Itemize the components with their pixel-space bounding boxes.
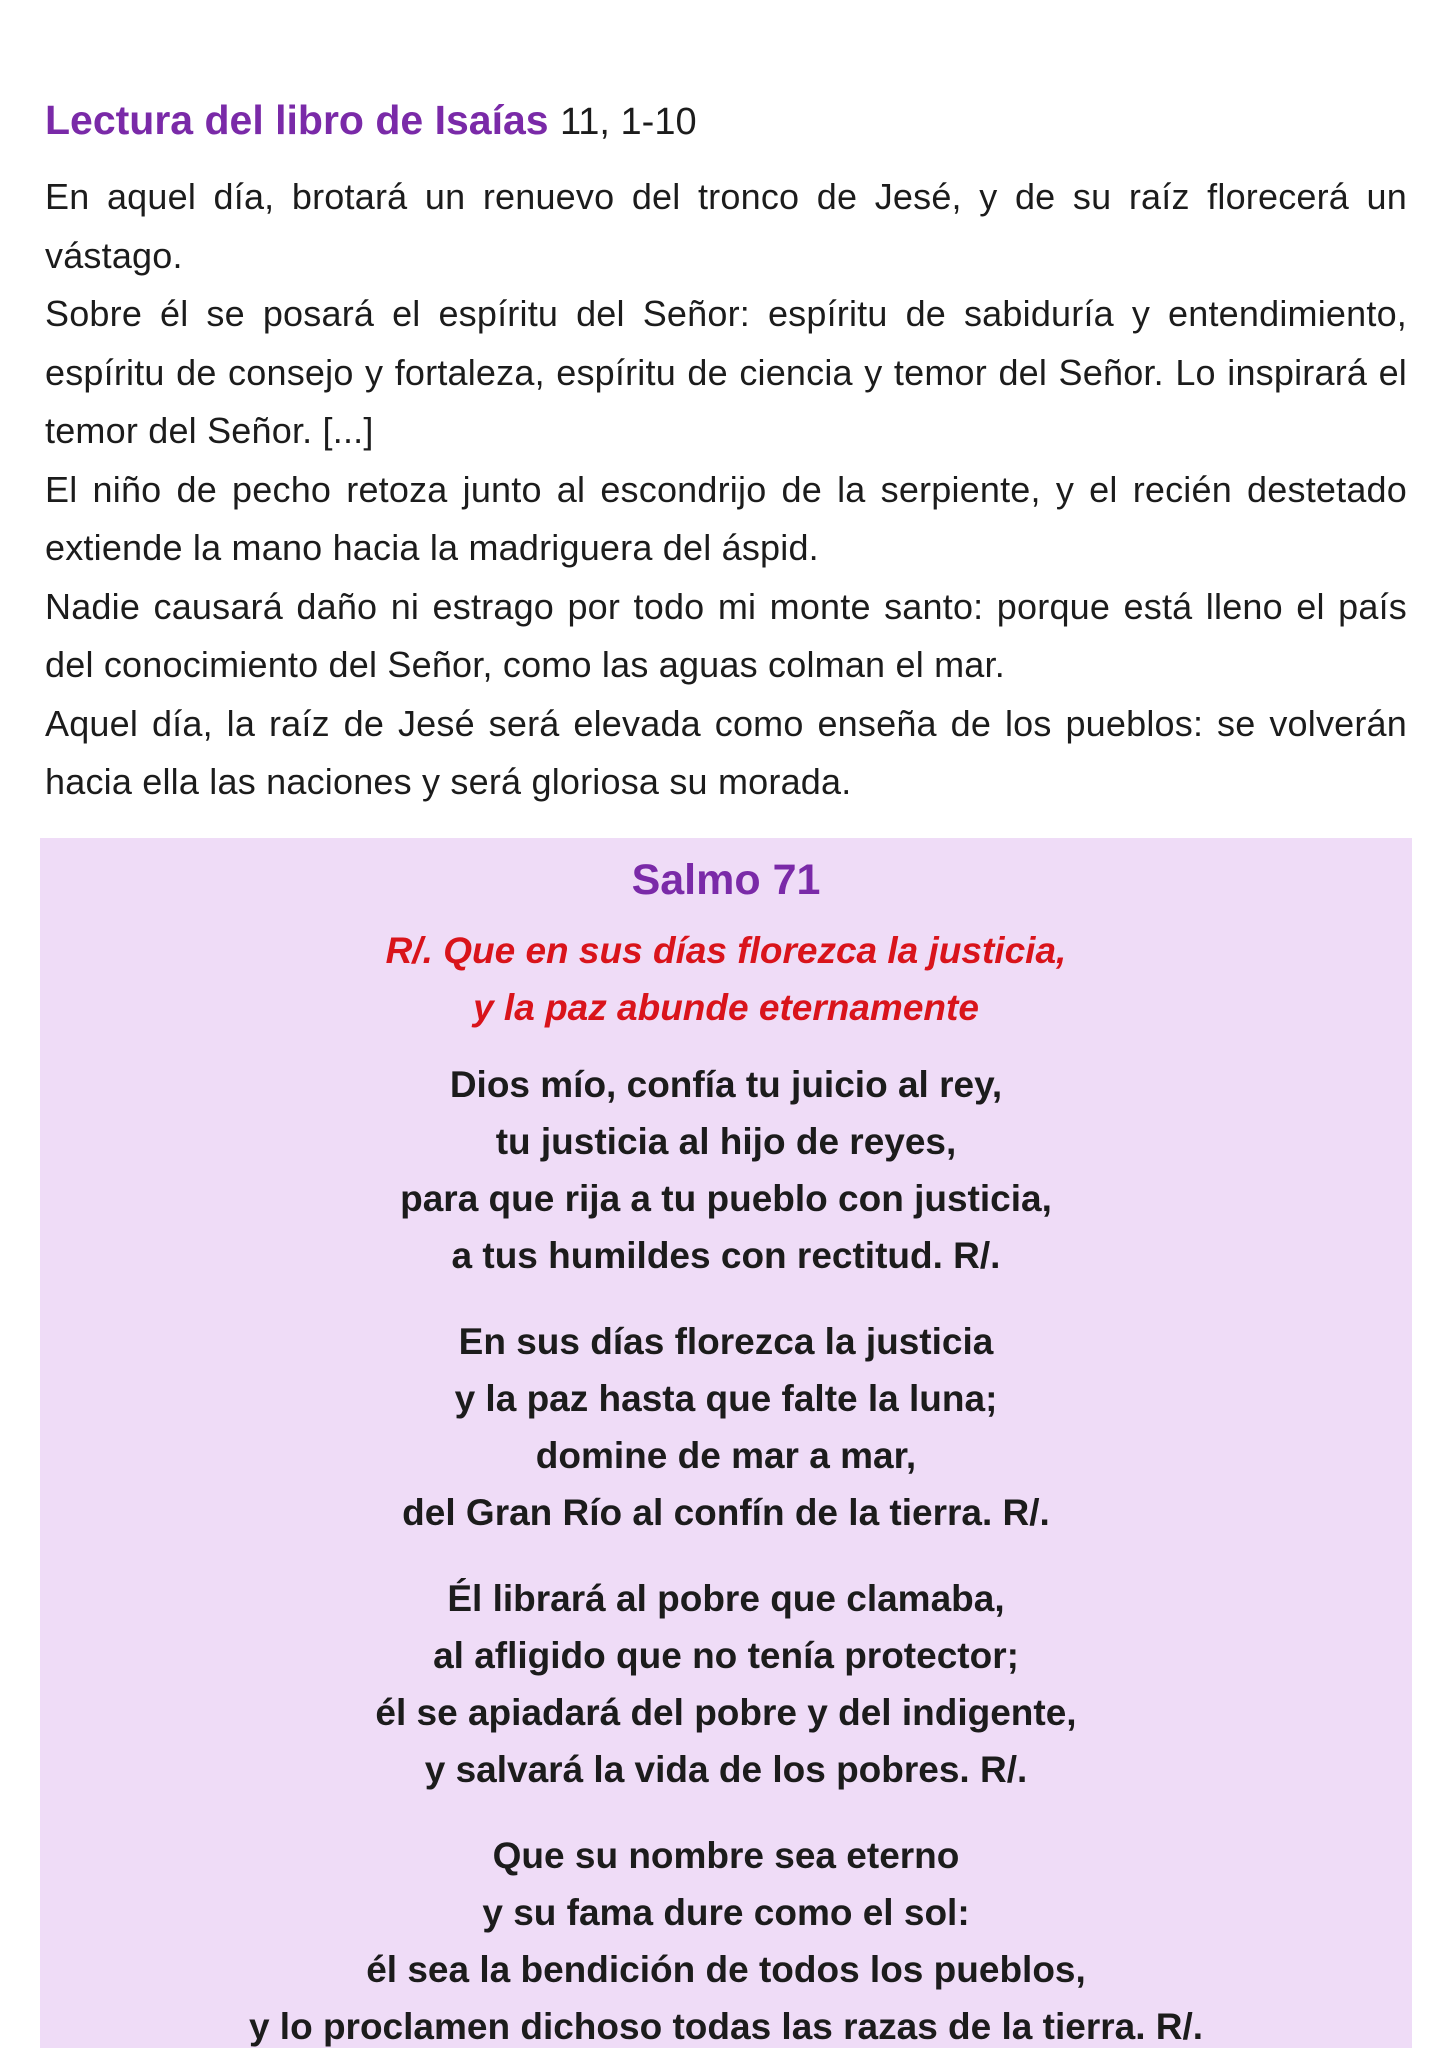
stanza-line: domine de mar a mar, — [535, 1435, 917, 1476]
stanza-line: En sus días florezca la justicia — [458, 1321, 994, 1362]
reading-paragraph: El niño de pecho retoza junto al escondrijo de la serpiente, y el recién destetado extiende la mano hacia la madriguera del áspid. — [45, 468, 1407, 568]
reading-paragraph: Aquel día, la raíz de Jesé será elevada como enseña de los pueblos: se volverán hacia ella las naciones y será gloriosa su morada. — [45, 702, 1407, 802]
stanza-line: y su fama dure como el sol: — [482, 1892, 970, 1933]
reading-paragraph: Sobre él se posará el espíritu del Señor: espíritu de sabiduría y entendimiento, espíritu de consejo y fortaleza, espíritu de ciencia y temor del Señor. Lo inspirará el temor del Señor. [...] — [45, 293, 1407, 451]
stanza-line: y salvará la vida de los pobres. R/. — [424, 1749, 1028, 1790]
psalm-title: Salmo 71 — [631, 856, 821, 904]
stanza-line: él se apiadará del pobre y del indigente, — [375, 1692, 1077, 1733]
reading-title: Lectura del libro de Isaías — [45, 97, 549, 143]
responsorial-psalm — [40, 838, 1412, 2048]
stanza-line: y la paz hasta que falte la luna; — [454, 1378, 998, 1419]
stanza-line: tu justicia al hijo de reyes, — [495, 1121, 957, 1162]
psalm-stanza-3 — [40, 1570, 1412, 1798]
stanza-line: Dios mío, confía tu juicio al rey, — [449, 1064, 1003, 1105]
stanza-line: del Gran Río al confín de la tierra. R/. — [402, 1492, 1050, 1533]
stanza-line: y lo proclamen dichoso todas las razas de la tierra. R/. — [248, 2006, 1204, 2047]
reading-body — [45, 168, 1407, 812]
psalm-stanza-4 — [40, 1827, 1412, 2055]
first-reading — [45, 90, 1407, 812]
psalm-refrain — [40, 922, 1412, 1036]
reading-heading — [45, 90, 1407, 152]
psalm-stanza-1 — [40, 1056, 1412, 1284]
reading-reference: 11, 1-10 — [559, 101, 697, 143]
stanza-line: para que rija a tu pueblo con justicia, — [400, 1178, 1052, 1219]
refrain-line: y la paz abunde eternamente — [473, 987, 979, 1028]
stanza-line: al afligido que no tenía protector; — [433, 1635, 1019, 1676]
stanza-line: a tus humildes con rectitud. R/. — [451, 1235, 1001, 1276]
reading-paragraph: Nadie causará daño ni estrago por todo mi monte santo: porque está lleno el país del conocimiento del Señor, como las aguas colman el mar. — [45, 585, 1407, 685]
stanza-line: él sea la bendición de todos los pueblos, — [366, 1949, 1086, 1990]
stanza-line: Él librará al pobre que clamaba, — [447, 1578, 1005, 1619]
stanza-line: Que su nombre sea eterno — [492, 1835, 960, 1876]
psalm-stanza-2 — [40, 1313, 1412, 1541]
reading-paragraph: En aquel día, brotará un renuevo del tronco de Jesé, y de su raíz florecerá un vástago. — [45, 176, 1407, 276]
refrain-line: R/. Que en sus días florezca la justicia, — [385, 930, 1067, 971]
